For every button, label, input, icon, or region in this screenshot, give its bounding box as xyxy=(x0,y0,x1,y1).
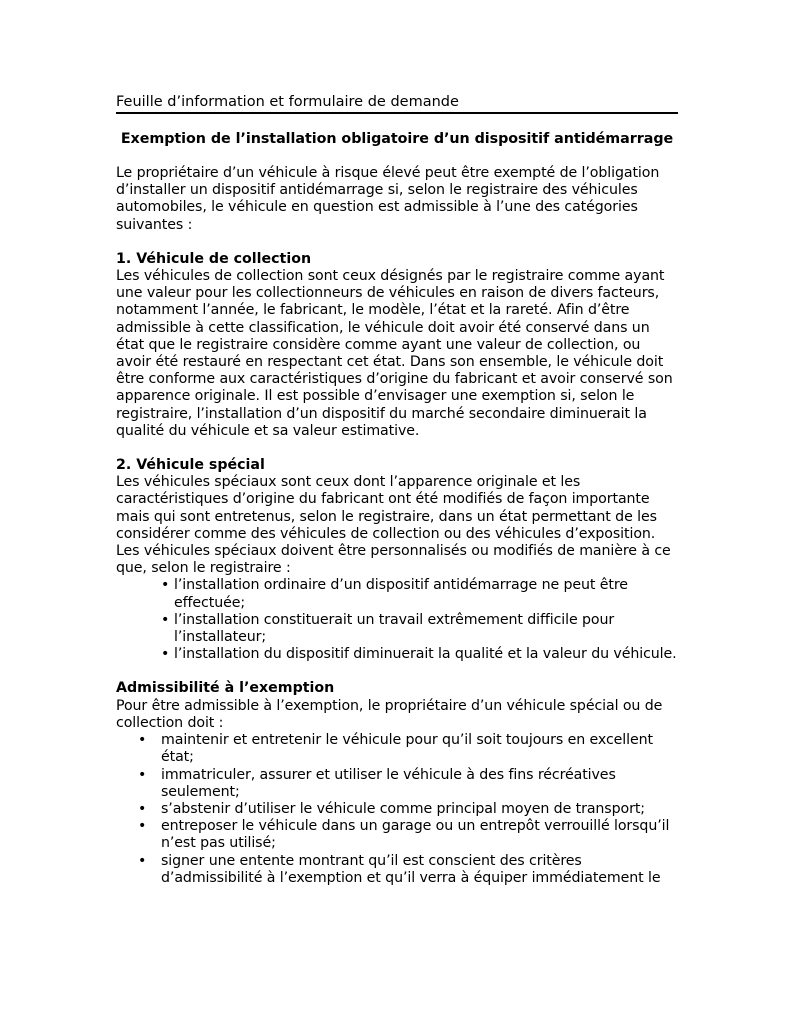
document-page xyxy=(116,92,678,887)
bullet-icon: • xyxy=(161,577,170,594)
section-heading-special: 2. Véhicule spécial xyxy=(116,457,265,474)
bullet-icon: • xyxy=(138,766,147,783)
document-title: Exemption de l’installation obligatoire d’un dispositif antidémarrage xyxy=(120,131,674,147)
section-heading-collection: 1. Véhicule de collection xyxy=(116,250,312,267)
list-item: • maintenir et entretenir le véhicule pour qu’il soit toujours en excellent état; xyxy=(138,732,653,766)
list-item: • l’installation constituerait un travail extrêmement difficile pour l’installateur; xyxy=(161,611,615,646)
list-item: • l’installation ordinaire d’un dispositif antidémarrage ne peut être effectuée; xyxy=(161,577,628,611)
list-item: • l’installation du dispositif diminuerait la qualité et la valeur du véhicule. xyxy=(161,646,677,663)
list-item: • signer une entente montrant qu’il est conscient des critères d’admissibilité à l’exemption et qu’il verra à équiper immédiatement le xyxy=(138,852,661,886)
section-heading-eligibility: Admissibilité à l’exemption xyxy=(116,680,335,697)
list-item: • entreposer le véhicule dans un garage ou un entrepôt verrouillé lorsqu’il n’est pas utilisé; xyxy=(138,818,670,852)
list-item: • immatriculer, assurer et utiliser le véhicule à des fins récréatives seulement; xyxy=(138,766,616,800)
bullet-icon: • xyxy=(161,646,170,663)
special-criteria-list xyxy=(116,577,678,663)
intro-paragraph: Le propriétaire d’un véhicule à risque élevé peut être exempté de l’obligation d’installer un dispositif antidémarrage si, selon le registraire des véhicules automobiles, le véhicule en question est admissible à l’une des catégories suivantes : xyxy=(116,165,660,233)
bullet-icon: • xyxy=(138,732,147,749)
bullet-icon: • xyxy=(161,611,170,628)
bullet-icon: • xyxy=(138,818,147,835)
section-body-collection: Les véhicules de collection sont ceux désignés par le registraire comme ayant une valeur pour les collectionneurs de véhicules en raison de divers facteurs, notamment l’année, le fabricant, le modèle, l’état et la rareté. Afin d’être admissible à cette classification, le véhicule doit avoir été conservé dans un état que le registraire considère comme ayant une valeur de collection, ou avoir été restauré en respectant cet état. Dans son ensemble, le véhicule doit être conforme aux caractéristiques d’origine du fabricant et avoir conservé son apparence originale. Il est possible d’envisager une exemption si, selon le registraire, l’installation d’un dispositif du marché secondaire diminuerait la qualité du véhicule et sa valeur estimative. xyxy=(116,268,673,439)
bullet-icon: • xyxy=(138,800,147,817)
section-body-special: Les véhicules spéciaux sont ceux dont l’apparence originale et les caractéristiques d’origine du fabricant ont été modifiés de façon importante mais qui sont entretenus, selon le registraire, dans un état permettant de les considérer comme des véhicules de collection ou des véhicules d’exposition. Les véhicules spéciaux doivent être personnalisés ou modifiés de manière à ce que, selon le registraire : xyxy=(116,474,671,577)
section-body-eligibility: Pour être admissible à l’exemption, le propriétaire d’un véhicule spécial ou de collection doit : xyxy=(116,697,663,731)
eligibility-list xyxy=(116,732,678,887)
list-item: • s’abstenir d’utiliser le véhicule comme principal moyen de transport; xyxy=(138,800,645,817)
document-header: Feuille d’information et formulaire de demande xyxy=(116,92,678,114)
bullet-icon: • xyxy=(138,852,147,869)
